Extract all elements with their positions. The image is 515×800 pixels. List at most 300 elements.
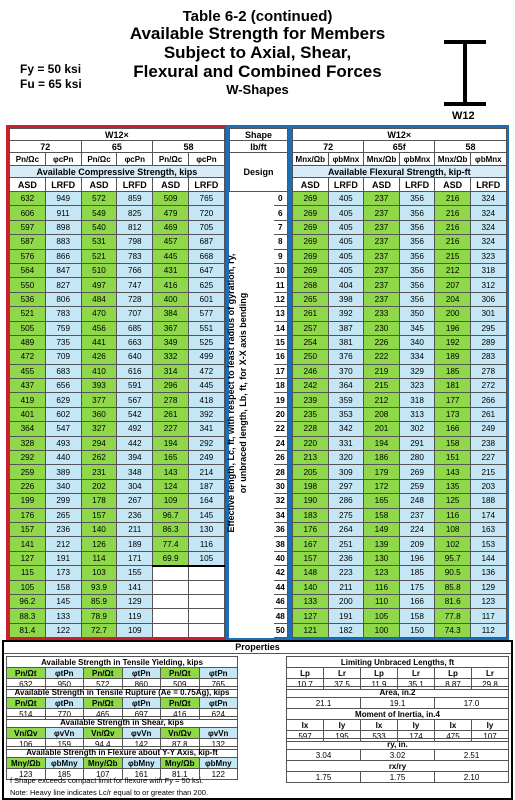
compressive-cell: 296 bbox=[153, 379, 189, 393]
flexural-cell: 228 bbox=[293, 422, 329, 436]
compressive-cell: 521 bbox=[81, 249, 117, 263]
compressive-cell: 883 bbox=[45, 235, 81, 249]
compressive-cell: 81.4 bbox=[10, 623, 46, 637]
flexural-cell: 237 bbox=[364, 292, 400, 306]
flexural-cell: 283 bbox=[470, 350, 506, 364]
pcol-3: φcPn bbox=[117, 153, 153, 166]
tensile-rupture-table bbox=[6, 686, 238, 720]
table-row bbox=[293, 292, 507, 306]
length-value: 8 bbox=[274, 235, 288, 249]
flexural-cell: 143 bbox=[435, 465, 471, 479]
title-line-1: Available Strength for Members bbox=[129, 24, 386, 43]
compressive-cell: 133 bbox=[45, 609, 81, 623]
moment-of-inertia-col: Ix bbox=[435, 720, 472, 731]
flexural-cell: 133 bbox=[293, 594, 329, 608]
right-sub-0: ASD bbox=[293, 178, 329, 192]
flexural-cell: 350 bbox=[399, 307, 435, 321]
left-sub-4: ASD bbox=[153, 178, 189, 192]
compressive-cell: 632 bbox=[10, 192, 46, 206]
title-line-3: Flexural and Combined Forces bbox=[133, 62, 382, 81]
compressive-cell: 304 bbox=[117, 479, 153, 493]
table-row bbox=[293, 350, 507, 364]
flexure-yy-value: 123 bbox=[7, 769, 46, 780]
compressive-cell: 493 bbox=[45, 436, 81, 450]
flexural-cell: 356 bbox=[399, 249, 435, 263]
flexural-cell: 185 bbox=[399, 566, 435, 580]
unbraced-lengths-value: 10.7 bbox=[287, 679, 324, 690]
flexural-cell: 196 bbox=[435, 321, 471, 335]
flexural-cell: 158 bbox=[364, 508, 400, 522]
table-row bbox=[10, 407, 225, 421]
properties-section bbox=[2, 640, 513, 800]
compressive-cell: 292 bbox=[188, 436, 224, 450]
compressive-cell: 540 bbox=[81, 220, 117, 234]
flexural-cell: 100 bbox=[364, 623, 400, 637]
table-header bbox=[0, 0, 515, 125]
length-label-spacer bbox=[230, 436, 274, 450]
flexure-yy-table bbox=[6, 746, 238, 780]
shear-strength-value: 132 bbox=[199, 739, 238, 750]
length-label-spacer bbox=[230, 263, 274, 277]
flexural-cell: 227 bbox=[470, 451, 506, 465]
moment-of-inertia-table bbox=[286, 708, 509, 742]
compressive-cell: 416 bbox=[153, 278, 189, 292]
compressive-cell: 866 bbox=[45, 249, 81, 263]
unbraced-lengths-col: Lp bbox=[361, 668, 398, 679]
compressive-cell: 109 bbox=[117, 623, 153, 637]
flexural-cell: 405 bbox=[328, 263, 364, 277]
table-row bbox=[293, 494, 507, 508]
flexural-cell: 211 bbox=[328, 580, 364, 594]
flexural-cell: 324 bbox=[470, 235, 506, 249]
compressive-cell: 410 bbox=[81, 364, 117, 378]
compressive-cell: 103 bbox=[81, 566, 117, 580]
compressive-cell: 525 bbox=[188, 335, 224, 349]
table-row bbox=[10, 580, 225, 594]
flexural-cell: 359 bbox=[328, 393, 364, 407]
compressive-cell: 127 bbox=[10, 551, 46, 565]
compressive-cell: 349 bbox=[153, 335, 189, 349]
compressive-cell: 602 bbox=[45, 407, 81, 421]
table-row bbox=[10, 263, 225, 277]
area-table bbox=[286, 686, 509, 709]
flexural-cell: 269 bbox=[293, 235, 329, 249]
compressive-cell bbox=[188, 609, 224, 623]
compressive-cell: 69.9 bbox=[153, 551, 189, 565]
tensile-yielding-col: Pn/Ωt bbox=[84, 668, 123, 679]
compressive-cell: 587 bbox=[10, 235, 46, 249]
tensile-rupture-col: Pn/Ωt bbox=[84, 698, 123, 709]
flexural-cell: 250 bbox=[293, 350, 329, 364]
flexural-cell: 130 bbox=[364, 551, 400, 565]
flexural-block bbox=[289, 125, 509, 641]
compressive-cell: 455 bbox=[10, 364, 46, 378]
length-label-spacer bbox=[230, 479, 274, 493]
compressive-cell: 105 bbox=[188, 551, 224, 565]
flexural-cell: 329 bbox=[399, 364, 435, 378]
flexural-cell: 166 bbox=[435, 422, 471, 436]
compressive-cell: 709 bbox=[45, 350, 81, 364]
compressive-cell: 683 bbox=[45, 364, 81, 378]
flexural-cell: 237 bbox=[364, 206, 400, 220]
compressive-cell: 164 bbox=[188, 494, 224, 508]
compressive-cell: 124 bbox=[153, 479, 189, 493]
flexural-cell: 264 bbox=[328, 522, 364, 536]
length-label-spacer bbox=[230, 335, 274, 349]
flexural-cell: 356 bbox=[399, 235, 435, 249]
table-row bbox=[10, 364, 225, 378]
flexural-cell: 150 bbox=[399, 623, 435, 637]
title-line-2: Subject to Axial, Shear, bbox=[163, 43, 352, 62]
flexural-cell: 238 bbox=[470, 436, 506, 450]
flexural-cell: 313 bbox=[399, 407, 435, 421]
flexure-yy-col: Mny/Ωb bbox=[84, 758, 123, 769]
unbraced-lengths-value: 8.87 bbox=[435, 679, 472, 690]
left-sub-5: LRFD bbox=[188, 178, 224, 192]
compressive-cell: 116 bbox=[188, 537, 224, 551]
moment-of-inertia-title: Moment of Inertia, in.4 bbox=[287, 709, 509, 720]
effective-length-label-1: Effective length, Lc, ft, with respect to least radius of gyration, ry, bbox=[226, 253, 236, 533]
flexural-cell: 167 bbox=[293, 537, 329, 551]
tensile-yielding-col: Pn/Ωt bbox=[7, 668, 46, 679]
compressive-cell: 130 bbox=[188, 522, 224, 536]
length-label-spacer bbox=[230, 321, 274, 335]
unbraced-lengths-col: Lp bbox=[287, 668, 324, 679]
compressive-cell: 314 bbox=[153, 364, 189, 378]
compressive-cell: 109 bbox=[153, 494, 189, 508]
flexural-cell: 207 bbox=[435, 278, 471, 292]
flexural-cell: 208 bbox=[364, 407, 400, 421]
compressive-cell: 720 bbox=[188, 206, 224, 220]
compressive-cell: 236 bbox=[45, 522, 81, 536]
compressive-cell bbox=[188, 566, 224, 580]
right-sub-2: ASD bbox=[364, 178, 400, 192]
flexural-cell: 216 bbox=[435, 220, 471, 234]
tensile-yielding-title: Available Strength in Tensile Yielding, kips bbox=[7, 657, 238, 668]
table-row bbox=[293, 451, 507, 465]
flexural-cell: 77.8 bbox=[435, 609, 471, 623]
flexural-cell: 302 bbox=[399, 422, 435, 436]
length-value: 34 bbox=[274, 508, 288, 522]
left-group-label: W12× bbox=[10, 129, 225, 141]
compressive-cell: 567 bbox=[117, 393, 153, 407]
compressive-cell: 267 bbox=[117, 494, 153, 508]
right-group-label: W12× bbox=[293, 129, 507, 141]
shape-label: Shape bbox=[230, 129, 288, 141]
length-label-spacer bbox=[230, 465, 274, 479]
lbft-label: lb/ft bbox=[230, 141, 288, 153]
mcol-0: Mnx/Ωb bbox=[293, 153, 329, 166]
flexural-cell: 356 bbox=[399, 220, 435, 234]
flexure-yy-value: 185 bbox=[45, 769, 84, 780]
table-row bbox=[230, 609, 288, 623]
table-row bbox=[293, 278, 507, 292]
table-row bbox=[293, 364, 507, 378]
moment-of-inertia-value: 107 bbox=[472, 731, 509, 742]
compressive-cell: 72.7 bbox=[81, 623, 117, 637]
compressive-cell: 847 bbox=[45, 263, 81, 277]
table-row bbox=[293, 479, 507, 493]
length-label-spacer bbox=[230, 566, 274, 580]
compressive-cell: 549 bbox=[81, 206, 117, 220]
pcol-2: Pn/Ωc bbox=[81, 153, 117, 166]
compressive-cell bbox=[153, 566, 189, 580]
compressive-cell: 155 bbox=[117, 566, 153, 580]
flexural-cell: 269 bbox=[293, 249, 329, 263]
table-row bbox=[10, 537, 225, 551]
compressive-cell: 360 bbox=[81, 407, 117, 421]
moment-of-inertia-col: Ix bbox=[361, 720, 398, 731]
table-row bbox=[10, 479, 225, 493]
compressive-cell: 442 bbox=[117, 436, 153, 450]
compressive-cell: 812 bbox=[117, 220, 153, 234]
flexure-yy-value: 122 bbox=[199, 769, 238, 780]
tensile-rupture-col: φtPn bbox=[199, 698, 238, 709]
unbraced-lengths-title: Limiting Unbraced Lengths, ft bbox=[287, 657, 509, 668]
flexural-cell: 398 bbox=[328, 292, 364, 306]
flexural-cell: 175 bbox=[399, 580, 435, 594]
length-value: 46 bbox=[274, 594, 288, 608]
tensile-yielding-table bbox=[6, 656, 238, 690]
flexural-cell: 392 bbox=[328, 307, 364, 321]
compressive-cell: 262 bbox=[81, 451, 117, 465]
flexural-cell: 216 bbox=[435, 235, 471, 249]
right-sub-5: LRFD bbox=[470, 178, 506, 192]
flexural-cell: 259 bbox=[399, 479, 435, 493]
flexural-cell: 220 bbox=[293, 436, 329, 450]
compressive-cell: 441 bbox=[81, 335, 117, 349]
compressive-cell: 601 bbox=[188, 292, 224, 306]
mcol-2: Mnx/Ωb bbox=[364, 153, 400, 166]
flexural-cell: 278 bbox=[470, 364, 506, 378]
compressive-cell: 426 bbox=[81, 350, 117, 364]
compressive-cell: 157 bbox=[10, 522, 46, 536]
flexural-cell: 183 bbox=[293, 508, 329, 522]
mcol-4: Mnx/Ωb bbox=[435, 153, 471, 166]
compressive-cell: 783 bbox=[117, 249, 153, 263]
length-value: 22 bbox=[274, 422, 288, 436]
flexural-cell: 144 bbox=[470, 551, 506, 565]
compressive-cell: 292 bbox=[10, 451, 46, 465]
tensile-yielding-col: Pn/Ωt bbox=[161, 668, 200, 679]
moment-of-inertia-value: 195 bbox=[324, 731, 361, 742]
compressive-cell: 445 bbox=[188, 379, 224, 393]
length-label-spacer bbox=[230, 393, 274, 407]
flexural-cell: 151 bbox=[435, 451, 471, 465]
flexural-cell: 261 bbox=[470, 407, 506, 421]
table-row bbox=[293, 594, 507, 608]
table-row bbox=[293, 609, 507, 623]
moment-of-inertia-value: 597 bbox=[287, 731, 324, 742]
table-row bbox=[293, 623, 507, 637]
compressive-cell: 158 bbox=[45, 580, 81, 594]
flexural-cell: 324 bbox=[470, 206, 506, 220]
length-value: 38 bbox=[274, 537, 288, 551]
length-label-spacer bbox=[230, 422, 274, 436]
flexural-cell: 179 bbox=[364, 465, 400, 479]
flexural-cell: 297 bbox=[328, 479, 364, 493]
flexural-cell: 248 bbox=[399, 494, 435, 508]
flexural-cell: 157 bbox=[293, 551, 329, 565]
unbraced-lengths-value: 29.8 bbox=[472, 679, 509, 690]
compressive-cell: 348 bbox=[117, 465, 153, 479]
area-value: 17.0 bbox=[435, 698, 509, 709]
compressive-cell: 564 bbox=[10, 263, 46, 277]
compressive-cell: 419 bbox=[10, 393, 46, 407]
flexural-cell: 135 bbox=[435, 479, 471, 493]
note-compact: f Shape exceeds compact limit for flexure with Fy = 50 ksi. bbox=[10, 776, 204, 785]
table-row bbox=[230, 623, 288, 637]
tensile-rupture-col: φtPn bbox=[122, 698, 161, 709]
length-value: 40 bbox=[274, 551, 288, 565]
flexural-cell: 268 bbox=[293, 278, 329, 292]
length-value: 18 bbox=[274, 379, 288, 393]
table-row bbox=[293, 235, 507, 249]
compressive-cell: 231 bbox=[81, 465, 117, 479]
length-value: 11 bbox=[274, 278, 288, 292]
length-value: 30 bbox=[274, 479, 288, 493]
compressive-cell: 707 bbox=[117, 307, 153, 321]
compressive-cell: 341 bbox=[188, 422, 224, 436]
compressive-cell: 400 bbox=[153, 292, 189, 306]
flexural-cell: 74.3 bbox=[435, 623, 471, 637]
table-row bbox=[10, 465, 225, 479]
tensile-rupture-value: 624 bbox=[199, 709, 238, 720]
flexural-cell: 215 bbox=[435, 249, 471, 263]
compressive-cell: 509 bbox=[153, 192, 189, 206]
length-value: 20 bbox=[274, 407, 288, 421]
unbraced-lengths-value: 11.9 bbox=[361, 679, 398, 690]
tensile-rupture-col: Pn/Ωt bbox=[161, 698, 200, 709]
flexural-cell: 312 bbox=[470, 278, 506, 292]
compressive-cell: 340 bbox=[45, 479, 81, 493]
compressive-cell: 171 bbox=[117, 551, 153, 565]
unbraced-lengths-col: Lp bbox=[435, 668, 472, 679]
compressive-cell: 735 bbox=[45, 335, 81, 349]
flexural-cell: 324 bbox=[470, 220, 506, 234]
flexural-cell: 275 bbox=[328, 508, 364, 522]
flexural-cell: 200 bbox=[435, 307, 471, 321]
table-row bbox=[10, 379, 225, 393]
mcol-1: φbMnx bbox=[328, 153, 364, 166]
table-row bbox=[10, 321, 225, 335]
table-row bbox=[293, 249, 507, 263]
flexural-cell: 320 bbox=[328, 451, 364, 465]
compressive-cell: 759 bbox=[45, 321, 81, 335]
ry-table bbox=[286, 738, 509, 761]
table-row bbox=[10, 292, 225, 306]
length-label-spacer bbox=[230, 594, 274, 608]
compressive-cell: 114 bbox=[81, 551, 117, 565]
length-label-spacer bbox=[230, 494, 274, 508]
compressive-cell: 492 bbox=[117, 422, 153, 436]
ry-value: 3.04 bbox=[287, 750, 361, 761]
compressive-cell: 505 bbox=[10, 321, 46, 335]
moment-of-inertia-value: 475 bbox=[435, 731, 472, 742]
table-row bbox=[10, 422, 225, 436]
flexural-cell: 269 bbox=[293, 206, 329, 220]
length-label-spacer bbox=[230, 522, 274, 536]
compressive-cell: 431 bbox=[153, 263, 189, 277]
length-label-spacer bbox=[230, 307, 274, 321]
unbraced-lengths-col: Lr bbox=[398, 668, 435, 679]
unbraced-lengths-value: 37.5 bbox=[324, 679, 361, 690]
flexural-cell: 110 bbox=[364, 594, 400, 608]
flexural-cell: 342 bbox=[328, 422, 364, 436]
flexural-cell: 81.6 bbox=[435, 594, 471, 608]
table-row bbox=[10, 451, 225, 465]
compressive-cell: 157 bbox=[81, 508, 117, 522]
compressive-cell: 227 bbox=[153, 422, 189, 436]
flexural-cell: 324 bbox=[470, 192, 506, 206]
shear-strength-table bbox=[6, 716, 238, 750]
flexure-yy-value: 161 bbox=[122, 769, 161, 780]
flexure-yy-col: Mny/Ωb bbox=[7, 758, 46, 769]
compressive-cell: 194 bbox=[153, 436, 189, 450]
flexural-cell: 192 bbox=[435, 335, 471, 349]
compressive-cell: 364 bbox=[10, 422, 46, 436]
flexural-cell: 158 bbox=[435, 436, 471, 450]
table-row bbox=[293, 407, 507, 421]
flexural-cell: 280 bbox=[399, 451, 435, 465]
flexural-cell: 405 bbox=[328, 249, 364, 263]
flexural-cell: 226 bbox=[364, 335, 400, 349]
compressive-cell: 332 bbox=[153, 350, 189, 364]
compressive-cell: 199 bbox=[10, 494, 46, 508]
compressive-cell: 521 bbox=[10, 307, 46, 321]
table-row bbox=[10, 609, 225, 623]
flexural-cell: 117 bbox=[470, 609, 506, 623]
pcol-5: φcPn bbox=[188, 153, 224, 166]
table-row bbox=[10, 192, 225, 206]
left-size-72: 72 bbox=[10, 141, 82, 153]
compressive-cell: 377 bbox=[81, 393, 117, 407]
length-label-spacer bbox=[230, 278, 274, 292]
flexural-cell: 191 bbox=[328, 609, 364, 623]
length-label-spacer bbox=[230, 364, 274, 378]
compressive-cell: 367 bbox=[153, 321, 189, 335]
flexural-cell: 272 bbox=[470, 379, 506, 393]
compressive-cell: 249 bbox=[188, 451, 224, 465]
flexural-cell: 237 bbox=[364, 278, 400, 292]
compressive-cell: 165 bbox=[153, 451, 189, 465]
ry-value: 2.51 bbox=[435, 750, 509, 761]
ry-title: ry, in. bbox=[287, 739, 509, 750]
flexural-cell: 404 bbox=[328, 278, 364, 292]
compressive-cell bbox=[153, 609, 189, 623]
compressive-cell: 141 bbox=[117, 580, 153, 594]
right-sub-1: LRFD bbox=[328, 178, 364, 192]
flexural-cell: 177 bbox=[435, 393, 471, 407]
compressive-cell: 806 bbox=[45, 292, 81, 306]
compressive-cell: 572 bbox=[81, 192, 117, 206]
flexural-cell: 200 bbox=[328, 594, 364, 608]
compressive-cell: 214 bbox=[188, 465, 224, 479]
flexural-cell: 201 bbox=[364, 422, 400, 436]
compressive-cell: 489 bbox=[10, 335, 46, 349]
compressive-cell: 212 bbox=[45, 537, 81, 551]
compressive-cell: 472 bbox=[10, 350, 46, 364]
table-row bbox=[293, 522, 507, 536]
flexural-cell: 318 bbox=[470, 263, 506, 277]
flexural-cell: 219 bbox=[364, 364, 400, 378]
tensile-yielding-value: 950 bbox=[45, 679, 84, 690]
length-value: 12 bbox=[274, 292, 288, 306]
length-value: 28 bbox=[274, 465, 288, 479]
flexural-cell: 224 bbox=[399, 522, 435, 536]
compressive-cell: 328 bbox=[10, 436, 46, 450]
compressive-cell: 327 bbox=[81, 422, 117, 436]
